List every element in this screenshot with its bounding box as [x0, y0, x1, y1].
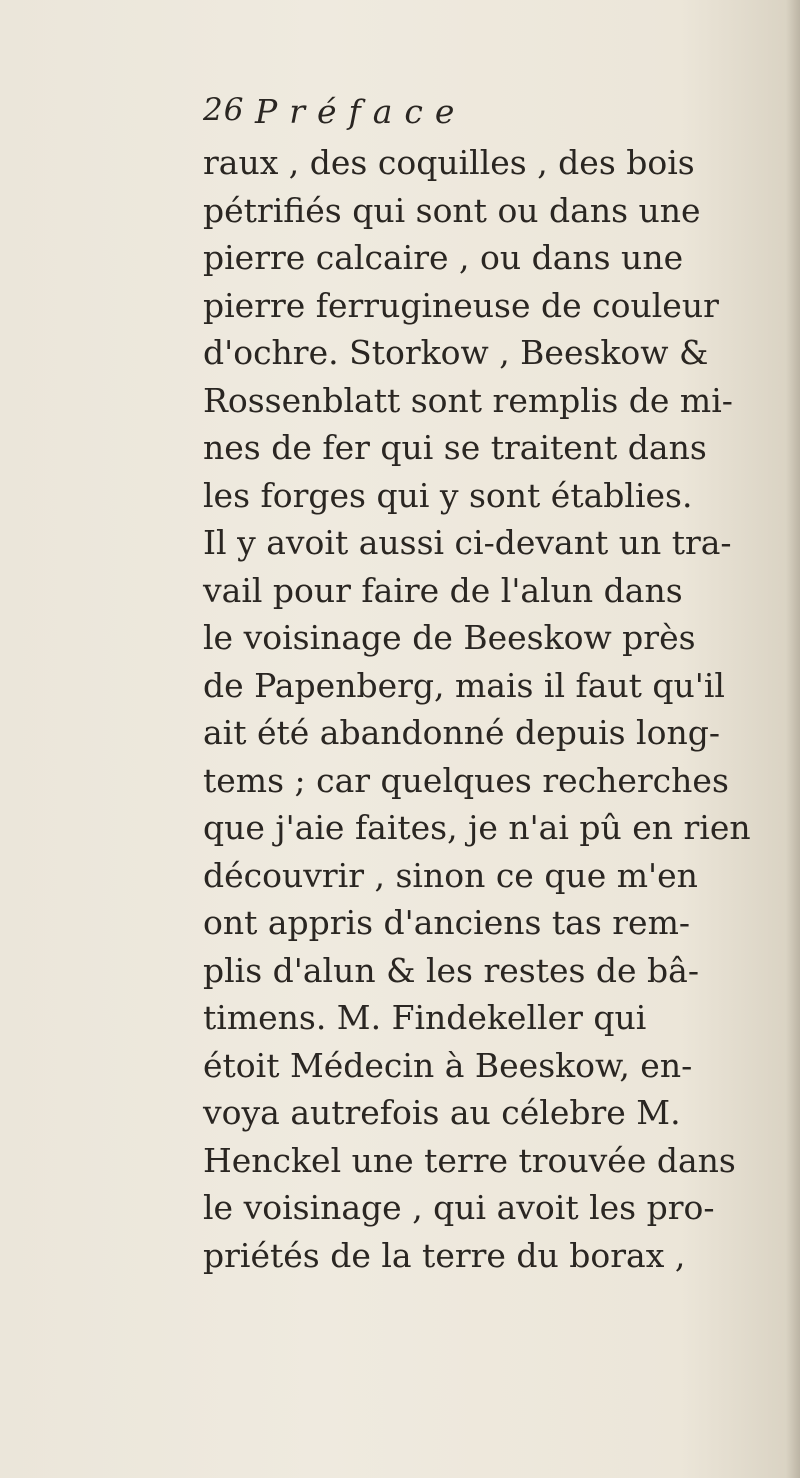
- running-title: Préface: [255, 92, 467, 131]
- text-line: que j'aie faites, je n'ai pû en rien: [203, 808, 751, 847]
- text-line: pétrifiés qui sont ou dans une: [203, 190, 701, 230]
- text-line: pierre calcaire , ou dans une: [203, 238, 684, 277]
- text-line: vail pour faire de l'alun dans: [203, 570, 683, 610]
- text-line: tems ; car quelques recherches: [203, 760, 729, 800]
- text-line: plis d'alun & les restes de bâ-: [203, 950, 699, 990]
- text-line: timens. M. Findekeller qui: [203, 998, 647, 1037]
- text-line: d'ochre. Storkow , Beeskow &: [203, 333, 709, 372]
- text-line: Henckel une terre trouvée dans: [203, 1140, 736, 1180]
- text-line: pierre ferrugineuse de couleur: [203, 285, 719, 325]
- text-line: ont appris d'anciens tas rem-: [203, 903, 691, 942]
- text-line: nes de fer qui se traitent dans: [203, 428, 707, 467]
- text-line: raux , des coquilles , des bois: [203, 143, 695, 182]
- text-line: Il y avoit aussi ci-devant un tra-: [203, 523, 732, 562]
- page-header: [203, 92, 623, 132]
- text-line: découvrir , sinon ce que m'en: [203, 855, 698, 895]
- text-line: le voisinage , qui avoit les pro-: [203, 1188, 715, 1227]
- text-line: priétés de la terre du borax ,: [203, 1235, 686, 1275]
- body-text: [203, 139, 800, 1279]
- text-line: de Papenberg, mais il faut qu'il: [203, 665, 725, 705]
- text-line: ait été abandonné depuis long-: [203, 713, 720, 752]
- page-number: 26: [203, 92, 245, 128]
- text-line: étoit Médecin à Beeskow, en-: [203, 1045, 693, 1085]
- text-line: voya autrefois au célebre M.: [203, 1093, 681, 1132]
- text-line: le voisinage de Beeskow près: [203, 618, 696, 657]
- text-line: les forges qui y sont établies.: [203, 475, 693, 515]
- text-line: Rossenblatt sont remplis de mi-: [203, 380, 733, 420]
